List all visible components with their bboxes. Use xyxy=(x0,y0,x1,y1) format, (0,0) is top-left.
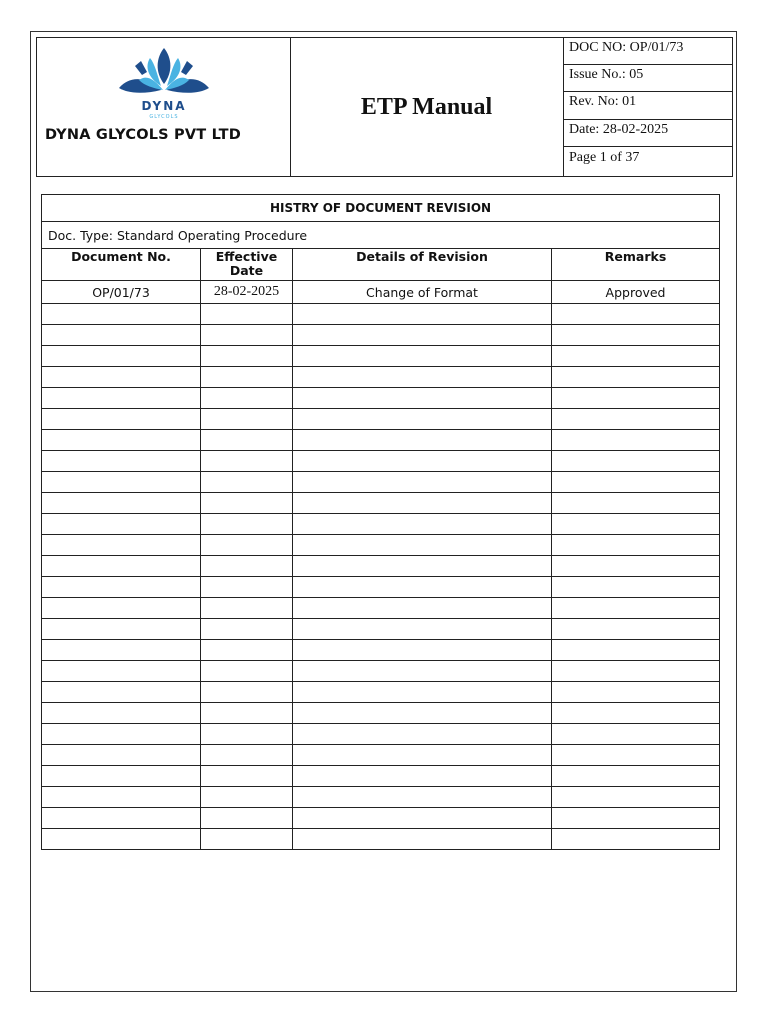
empty-cell xyxy=(42,472,201,493)
table-row xyxy=(42,346,720,367)
empty-cell xyxy=(293,535,552,556)
empty-cell xyxy=(201,472,293,493)
empty-cell xyxy=(552,808,720,829)
table-row xyxy=(42,808,720,829)
empty-cell xyxy=(552,325,720,346)
empty-cell xyxy=(42,808,201,829)
document-meta xyxy=(564,38,732,176)
empty-cell xyxy=(293,808,552,829)
empty-cell xyxy=(42,577,201,598)
empty-cell xyxy=(293,703,552,724)
rev-no: Rev. No: 01 xyxy=(564,92,732,120)
empty-cell xyxy=(552,514,720,535)
empty-cell xyxy=(552,388,720,409)
table-row xyxy=(42,661,720,682)
empty-cell xyxy=(42,304,201,325)
empty-cell xyxy=(201,346,293,367)
table-row xyxy=(42,451,720,472)
empty-cell xyxy=(552,661,720,682)
empty-cell xyxy=(42,556,201,577)
cell-effective-date: 28-02-2025 xyxy=(201,281,293,304)
revision-table-title: HISTRY OF DOCUMENT REVISION xyxy=(42,195,720,222)
column-header-document-no: Document No. xyxy=(42,249,201,281)
empty-cell xyxy=(552,787,720,808)
empty-cell xyxy=(201,661,293,682)
table-row xyxy=(42,493,720,514)
empty-cell xyxy=(293,577,552,598)
empty-cell xyxy=(201,514,293,535)
empty-cell xyxy=(42,661,201,682)
table-row xyxy=(42,577,720,598)
empty-cell xyxy=(293,682,552,703)
page-number: Page 1 of 37 xyxy=(569,150,640,165)
empty-cell xyxy=(552,682,720,703)
empty-cell xyxy=(552,640,720,661)
empty-cell xyxy=(201,367,293,388)
table-header-row xyxy=(42,249,720,281)
column-header-effective-date: Effective Date xyxy=(201,249,293,281)
empty-cell xyxy=(552,703,720,724)
empty-cell xyxy=(293,598,552,619)
table-row xyxy=(42,304,720,325)
empty-cell xyxy=(552,346,720,367)
empty-cell xyxy=(552,451,720,472)
empty-cell xyxy=(552,472,720,493)
empty-cell xyxy=(552,430,720,451)
table-row xyxy=(42,409,720,430)
doc-type: Doc. Type: Standard Operating Procedure xyxy=(42,222,720,249)
empty-cell xyxy=(293,724,552,745)
empty-cell xyxy=(42,766,201,787)
empty-cell xyxy=(293,766,552,787)
empty-cell xyxy=(552,367,720,388)
empty-cell xyxy=(552,577,720,598)
empty-cell xyxy=(42,388,201,409)
empty-cell xyxy=(201,325,293,346)
logo-brand-text: DYNA xyxy=(141,99,187,113)
table-row xyxy=(42,556,720,577)
table-row xyxy=(42,281,720,304)
empty-cell xyxy=(201,304,293,325)
document-title: ETP Manual xyxy=(360,93,493,120)
doc-no: DOC NO: OP/01/73 xyxy=(564,38,732,65)
empty-cell xyxy=(201,556,293,577)
empty-cell xyxy=(552,493,720,514)
empty-cell xyxy=(201,724,293,745)
empty-cell xyxy=(42,325,201,346)
empty-rows xyxy=(42,304,720,850)
cell-details: Change of Format xyxy=(293,281,552,304)
empty-cell xyxy=(201,619,293,640)
table-row xyxy=(42,829,720,850)
empty-cell xyxy=(201,829,293,850)
empty-cell xyxy=(42,724,201,745)
column-header-details: Details of Revision xyxy=(293,249,552,281)
company-logo-cell xyxy=(37,38,291,176)
table-row xyxy=(42,619,720,640)
table-row xyxy=(42,598,720,619)
empty-cell xyxy=(552,598,720,619)
table-row xyxy=(42,388,720,409)
empty-cell xyxy=(293,556,552,577)
empty-cell xyxy=(42,682,201,703)
table-row xyxy=(42,724,720,745)
issue-no: Issue No.: 05 xyxy=(564,65,732,92)
empty-cell xyxy=(201,766,293,787)
empty-cell xyxy=(42,619,201,640)
empty-cell xyxy=(552,724,720,745)
table-row xyxy=(42,430,720,451)
empty-cell xyxy=(201,682,293,703)
empty-cell xyxy=(293,829,552,850)
empty-cell xyxy=(552,535,720,556)
table-row xyxy=(42,703,720,724)
empty-cell xyxy=(293,787,552,808)
empty-cell xyxy=(42,535,201,556)
table-row xyxy=(42,535,720,556)
empty-cell xyxy=(293,451,552,472)
doc-date: Date: 28-02-2025 xyxy=(564,120,732,147)
empty-cell xyxy=(42,367,201,388)
empty-cell xyxy=(293,430,552,451)
company-name: DYNA GLYCOLS PVT LTD xyxy=(45,127,242,143)
empty-cell xyxy=(201,451,293,472)
empty-cell xyxy=(293,388,552,409)
empty-cell xyxy=(42,829,201,850)
table-row xyxy=(42,766,720,787)
table-row xyxy=(42,325,720,346)
empty-cell xyxy=(42,787,201,808)
empty-cell xyxy=(293,325,552,346)
empty-cell xyxy=(42,430,201,451)
empty-cell xyxy=(201,808,293,829)
empty-cell xyxy=(293,409,552,430)
empty-cell xyxy=(201,640,293,661)
empty-cell xyxy=(42,640,201,661)
cell-document-no: OP/01/73 xyxy=(42,281,201,304)
column-header-remarks: Remarks xyxy=(552,249,720,281)
table-row xyxy=(42,682,720,703)
empty-cell xyxy=(293,493,552,514)
empty-cell xyxy=(201,430,293,451)
table-row xyxy=(42,367,720,388)
empty-cell xyxy=(201,787,293,808)
table-row xyxy=(42,787,720,808)
empty-cell xyxy=(552,304,720,325)
empty-cell xyxy=(552,556,720,577)
empty-cell xyxy=(552,745,720,766)
empty-cell xyxy=(42,346,201,367)
lotus-logo-icon xyxy=(109,44,219,124)
empty-cell xyxy=(201,535,293,556)
empty-cell xyxy=(552,766,720,787)
table-row xyxy=(42,745,720,766)
empty-cell xyxy=(201,577,293,598)
cell-remarks: Approved xyxy=(552,281,720,304)
empty-cell xyxy=(201,703,293,724)
empty-cell xyxy=(201,598,293,619)
table-row xyxy=(42,472,720,493)
empty-cell xyxy=(201,409,293,430)
empty-cell xyxy=(552,829,720,850)
empty-cell xyxy=(293,514,552,535)
empty-cell xyxy=(42,745,201,766)
empty-cell xyxy=(293,304,552,325)
empty-cell xyxy=(201,745,293,766)
empty-cell xyxy=(293,661,552,682)
document-header xyxy=(36,37,733,177)
empty-cell xyxy=(552,619,720,640)
empty-cell xyxy=(42,451,201,472)
empty-cell xyxy=(293,619,552,640)
table-row xyxy=(42,640,720,661)
empty-cell xyxy=(552,409,720,430)
empty-cell xyxy=(42,493,201,514)
empty-cell xyxy=(293,346,552,367)
empty-cell xyxy=(293,367,552,388)
empty-cell xyxy=(293,472,552,493)
empty-cell xyxy=(42,703,201,724)
empty-cell xyxy=(293,640,552,661)
empty-cell xyxy=(42,514,201,535)
empty-cell xyxy=(201,493,293,514)
empty-cell xyxy=(293,745,552,766)
revision-history-table xyxy=(41,194,720,850)
table-row xyxy=(42,514,720,535)
empty-cell xyxy=(201,388,293,409)
logo-subbrand-text: GLYCOLS xyxy=(149,114,179,120)
empty-cell xyxy=(42,409,201,430)
empty-cell xyxy=(42,598,201,619)
title-cell xyxy=(290,38,564,176)
